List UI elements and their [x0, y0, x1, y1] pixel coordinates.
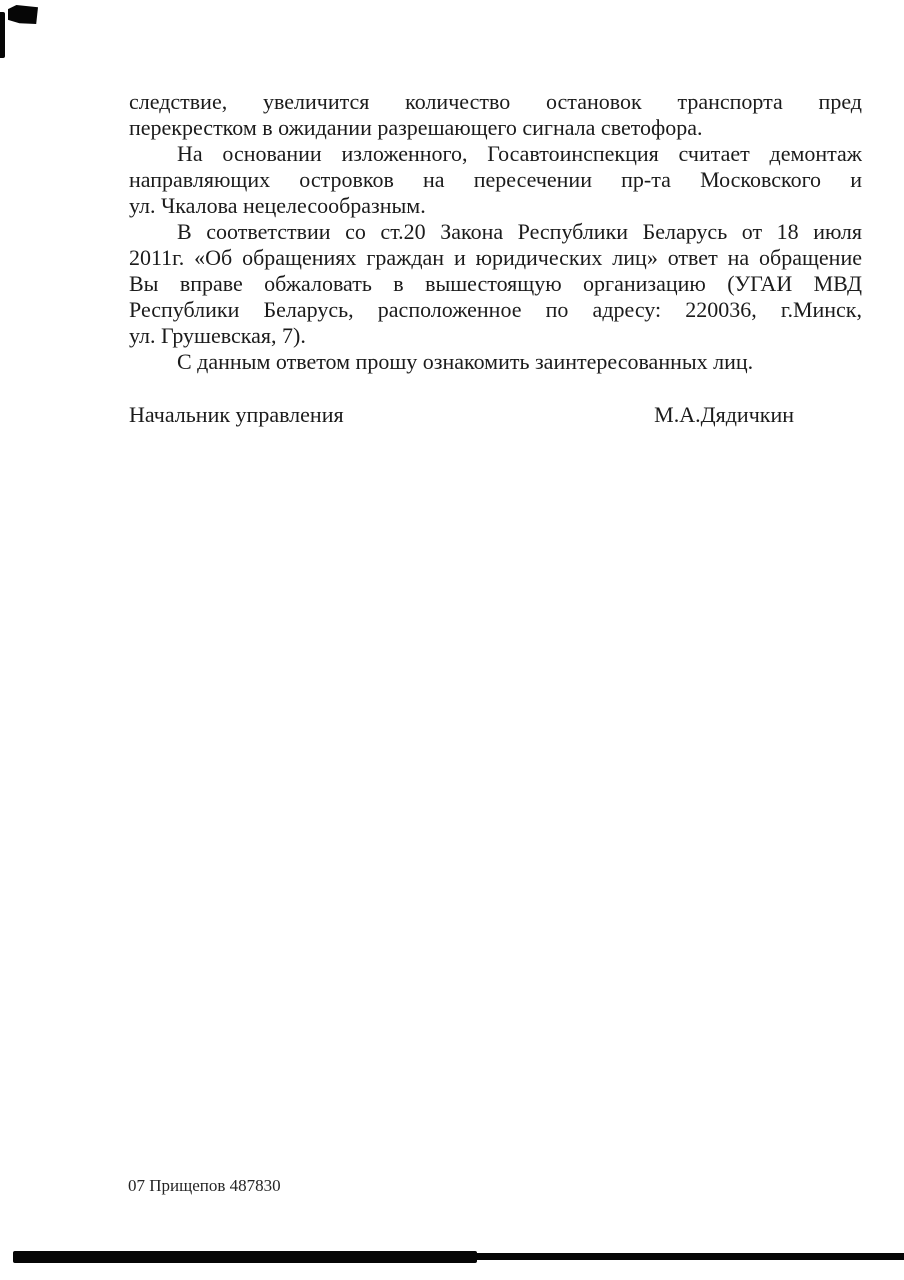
scan-artifact-bottom-edge-thick — [13, 1251, 477, 1263]
paragraph — [129, 141, 862, 219]
text-line: следствие, увеличится количество остановок транспорта пред — [129, 89, 862, 114]
scan-artifact-left-edge — [0, 12, 5, 58]
executor-note: 07 Прищепов 487830 — [128, 1176, 281, 1195]
signatory-name: М.А.Дядичкин — [654, 402, 794, 427]
text-line: направляющих островков на пересечении пр-та Московского и — [129, 167, 862, 192]
paragraph — [129, 349, 862, 375]
paragraph — [129, 219, 862, 349]
text-line: ул. Грушевская, 7). — [129, 323, 306, 348]
text-line: На основании изложенного, Госавтоинспекция считает демонтаж — [177, 141, 862, 166]
paragraph — [129, 89, 862, 141]
text-line: С данным ответом прошу ознакомить заинтересованных лиц. — [177, 349, 754, 374]
signature-block — [129, 402, 862, 428]
letter-body — [129, 89, 862, 375]
text-line: перекрестком в ожидании разрешающего сигнала светофора. — [129, 115, 703, 140]
text-line: 2011г. «Об обращениях граждан и юридических лиц» ответ на обращение — [129, 245, 862, 270]
text-line: Республики Беларусь, расположенное по адресу: 220036, г.Минск, — [129, 297, 862, 322]
signatory-position: Начальник управления — [129, 402, 344, 427]
text-line: Вы вправе обжаловать в вышестоящую организацию (УГАИ МВД — [129, 271, 862, 296]
text-line: В соответствии со ст.20 Закона Республики Беларусь от 18 июля — [177, 219, 862, 244]
text-line: ул. Чкалова нецелесообразным. — [129, 193, 426, 218]
scan-artifact-bottom-edge-thin — [477, 1253, 904, 1260]
scan-artifact-top-left-corner — [8, 5, 38, 24]
